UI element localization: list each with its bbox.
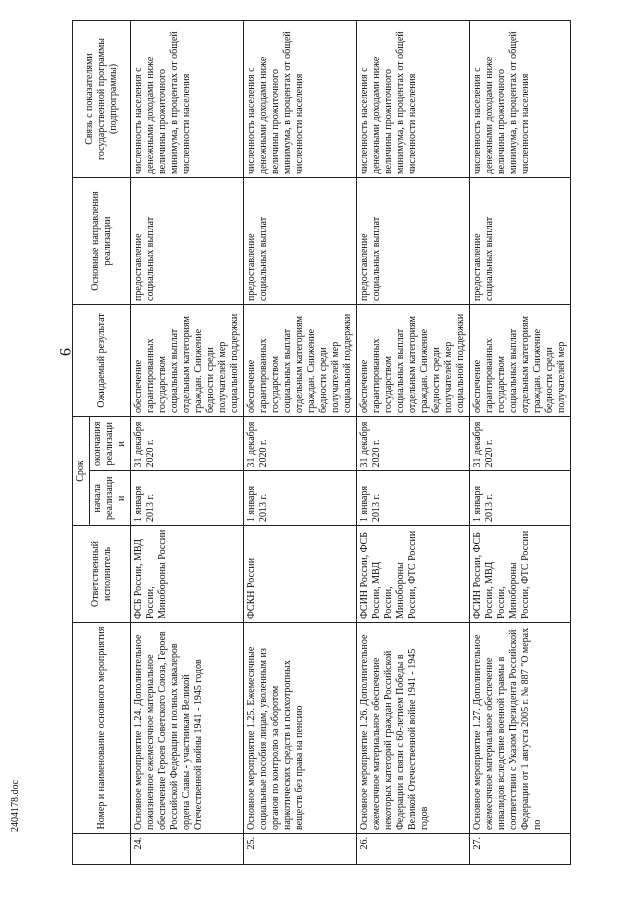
expected-result: обеспечение гарантированных государством социальных выплат отдельным категориям граждан. Снижение бедности среди получателей мер социальной поддержки <box>131 305 244 417</box>
start-date: 1 января 2013 г. <box>131 471 244 526</box>
measure-name: Основное мероприятие 1.26. Дополнительное ежемесячное материальное обеспечение некоторых категорий граждан Российской Федерации в связи с 60-летием Победы в Великой Отечественной войне 1941 - 1945 годов <box>357 623 470 834</box>
measure-name: Основное мероприятие 1.27. Дополнительное ежемесячное материальное обеспечение инвалидов вследствие военной травмы в соответствии с Указом Президента Российской Федерации от 1 августа 2005 г. № 887 "О мерах по <box>470 623 571 834</box>
header-result: Ожидаемый результат <box>73 305 131 417</box>
main-directions: предоставление социальных выплат <box>357 178 470 305</box>
program-link: численность населения с денежными доходами ниже величины прожиточного минимума, в процентах от общей численности населения <box>244 21 357 178</box>
row-number: 27. <box>470 834 571 865</box>
start-date: 1 января 2013 г. <box>357 471 470 526</box>
row-number: 24. <box>131 834 244 865</box>
table-row <box>357 21 470 865</box>
responsible-executor: ФСКН России <box>244 526 357 623</box>
expected-result: обеспечение гарантированных государством социальных выплат отдельным категориям граждан. Снижение бедности среди получателей мер <box>470 305 571 417</box>
header-end: окончания реализации <box>90 417 131 472</box>
page-number: 9 <box>56 348 73 356</box>
row-number: 25. <box>244 834 357 865</box>
measure-name: Основное мероприятие 1.24. Дополнительное пожизненное ежемесячное материальное обеспечение Героев Советского Союза, Героев Российской Федерации и полных кавалеров ордена Славы - участникам Великой Отечественной войны 1941 - 1945 годов <box>131 623 244 834</box>
rotated-table-container <box>72 20 637 865</box>
header-term: Срок <box>73 417 90 526</box>
expected-result: обеспечение гарантированных государством социальных выплат отдельным категориям граждан. Снижение бедности среди получателей мер социальной поддержки <box>357 305 470 417</box>
main-directions: предоставление социальных выплат <box>131 178 244 305</box>
table-row <box>244 21 357 865</box>
measure-name: Основное мероприятие 1.25. Ежемесячные социальные пособия лицам, уволенным из органов по контролю за оборотом наркотических средств и психотропных веществ без права на пенсию <box>244 623 357 834</box>
table-row <box>131 21 244 865</box>
row-number: 26. <box>357 834 470 865</box>
table-row <box>470 21 571 865</box>
start-date: 1 января 2013 г. <box>244 471 357 526</box>
end-date: 31 декабря 2020 г. <box>357 417 470 472</box>
responsible-executor: ФСИН России, ФСБ России, МВД России, Минобороны России, ФТС России <box>357 526 470 623</box>
start-date: 1 января 2013 г. <box>470 471 571 526</box>
header-number-name: Номер и наименование основного мероприятия <box>73 623 131 834</box>
header-link: Связь с показателями государственной программы (подпрограммы) <box>73 21 131 178</box>
responsible-executor: ФСИН России, ФСБ России, МВД России, Минобороны России, ФТС России <box>470 526 571 623</box>
main-directions: предоставление социальных выплат <box>470 178 571 305</box>
program-link: численность населения с денежными доходами ниже величины прожиточного минимума, в процентах от общей численности населения <box>357 21 470 178</box>
end-date: 31 декабря 2020 г. <box>470 417 571 472</box>
header-blank <box>73 834 131 865</box>
header-directions: Основные направления реализации <box>73 178 131 305</box>
table-sheet <box>72 20 637 865</box>
end-date: 31 декабря 2020 г. <box>244 417 357 472</box>
program-link: численность населения с денежными доходами ниже величины прожиточного минимума, в процентах от общей численности населения <box>470 21 571 178</box>
main-directions: предоставление социальных выплат <box>244 178 357 305</box>
header-row <box>73 21 90 865</box>
program-link: численность населения с денежными доходами ниже величины прожиточного минимума, в процентах от общей численности населения <box>131 21 244 178</box>
responsible-executor: ФСБ России, МВД России, Минобороны России <box>131 526 244 623</box>
expected-result: обеспечение гарантированных государством социальных выплат отдельным категориям граждан. Снижение бедности среди получателей мер социальной поддержки <box>244 305 357 417</box>
end-date: 31 декабря 2020 г. <box>131 417 244 472</box>
document-footer: 2404178.doc <box>10 780 21 832</box>
header-start: начала реализации <box>90 471 131 526</box>
header-responsible: Ответственный исполнитель <box>73 526 131 623</box>
measures-table <box>72 20 571 865</box>
